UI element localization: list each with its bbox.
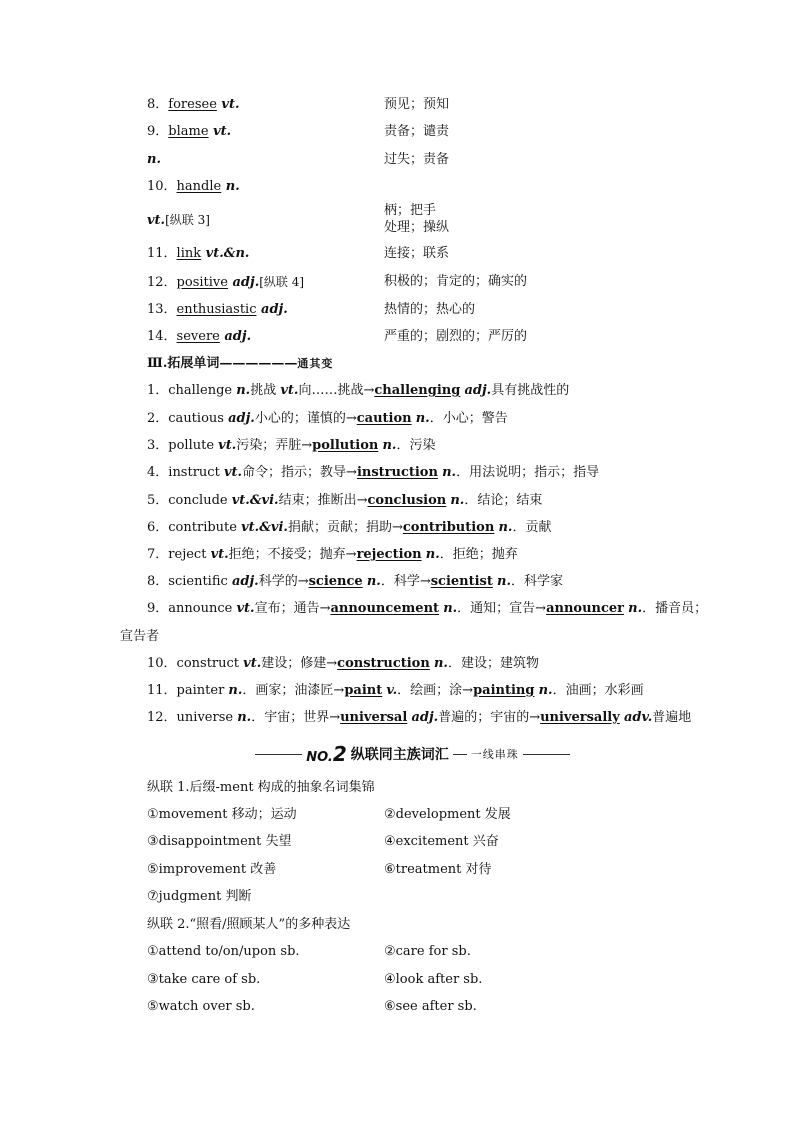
vocab-meaning: 严重的；剧烈的；严厉的 [384,329,528,344]
part-of-speech: vt. [208,124,232,139]
list-item: ⑥treatment 对待 [384,862,492,877]
text-fragment: cautious [168,411,229,426]
text-fragment: reject [168,547,211,562]
text-fragment: universe [176,710,238,725]
expand-row [147,383,569,399]
part-of-speech: n. [221,179,240,194]
banner-rule-mid [453,754,467,755]
part-of-speech: adj. [219,329,252,344]
item-number: 8． [147,97,169,112]
banner-number [306,742,347,766]
part-of-speech: v. [386,683,398,698]
vocab-row [147,152,161,168]
expand-row [147,656,539,672]
part-of-speech: vt. [147,213,166,228]
part-of-speech: n. [628,601,643,616]
vocab-word: handle [176,179,222,194]
text-fragment: ．通知；宣告→ [457,601,547,616]
text-fragment: ．用法说明；指示；指导 [456,465,600,480]
item-number: 13． [147,302,177,317]
text-fragment: ．污染 [396,438,436,453]
vocab-word: enthusiastic [176,302,257,317]
part-of-speech: n. [237,710,252,725]
answer-word: conclusion [367,493,447,508]
item-number: 12． [147,710,177,725]
cross-reference: [纵联 4] [259,275,305,289]
answer-word: construction [337,656,430,671]
item-number: 12． [147,275,177,290]
list-item: ②care for sb. [384,944,471,959]
part-of-speech: vt. [243,656,262,671]
text-fragment: ．结论；结束 [464,493,543,508]
item-number: 14． [147,329,177,344]
banner-rule-right [523,754,570,755]
part-of-speech: n. [450,493,465,508]
vocab-meaning: 积极的；肯定的；确实的 [384,274,528,289]
banner-no-digit: 2 [332,742,347,766]
expand-row [147,683,644,699]
text-fragment: ．播音员； [642,601,708,616]
vocab-row [147,124,231,140]
answer-word: scientist [430,574,493,589]
text-fragment: challenge [168,383,237,398]
text-fragment: 具有挑战性的 [491,383,570,398]
part-of-speech: n. [147,152,161,167]
item-number: 3． [147,438,169,453]
banner-rule-left [255,754,302,755]
answer-word: announcer [546,601,625,616]
section-dash: —————— [219,356,298,371]
part-of-speech: vt. [218,438,237,453]
part-of-speech: n. [382,438,397,453]
vocab-row [147,179,240,195]
answer-word: painting [473,683,535,698]
text-fragment: ．科学→ [380,574,431,589]
text-fragment: pollute [168,438,219,453]
expand-row [147,601,707,617]
text-fragment: 拒绝；不接受；抛弃→ [228,547,357,562]
part-of-speech: n. [497,574,512,589]
text-fragment: 挑战 [250,383,281,398]
text-fragment: 建设；修建→ [261,656,338,671]
list-item: ②development 发展 [384,807,511,822]
item-number: 7． [147,547,169,562]
text-fragment: 小心的；谨慎的→ [254,411,357,426]
text-fragment: ．建设；建筑物 [447,656,539,671]
expand-row [147,438,435,454]
text-fragment: 捐献；贡献；捐助→ [287,520,403,535]
list-item: ④look after sb. [384,972,483,987]
item-number: 5． [147,493,169,508]
expand-row [147,710,691,726]
answer-word: science [308,574,363,589]
vocab-word: severe [176,329,220,344]
text-fragment: instruct [168,465,224,480]
part-of-speech: vt. [223,465,243,480]
part-of-speech: n. [433,656,448,671]
list-item: ⑦judgment 判断 [147,889,252,904]
part-of-speech: vt. [216,97,240,112]
text-fragment: ．科学家 [511,574,564,589]
item-number: 9． [147,601,169,616]
text-fragment: ．绘画；涂→ [397,683,474,698]
part-of-speech: vt. [236,601,255,616]
text-fragment: 宣布；通告→ [254,601,331,616]
part-of-speech: adj. [227,275,260,290]
section-tag: 通其变 [297,357,334,370]
text-fragment: ．油画；水彩画 [552,683,644,698]
section-banner [255,743,570,765]
vocab-meaning: 热情的；热心的 [384,302,476,317]
banner-no-label: NO. [306,750,333,765]
vocab-word: foresee [168,97,217,112]
vocab-meaning: 过失；责备 [384,152,450,167]
vocab-row [147,97,240,113]
list-item: ③disappointment 失望 [147,834,292,849]
vocab-word: link [176,246,202,261]
part-of-speech: adv. [623,710,653,725]
item-number: 11． [147,683,177,698]
part-of-speech: n. [442,465,457,480]
part-of-speech: n. [443,601,458,616]
vocab-meaning: 连接；联系 [384,246,450,261]
expand-row [147,574,563,590]
section-title: Ⅲ.拓展单词 [147,356,220,371]
part-of-speech: n. [498,520,513,535]
part-of-speech: n. [366,574,381,589]
vocab-word: positive [176,275,228,290]
row-continuation: 宣告者 [120,629,160,644]
cross-reference: [纵联 3] [165,213,210,227]
text-fragment: 向……挑战→ [298,383,375,398]
text-fragment: conclude [168,493,232,508]
answer-word: contribution [402,520,495,535]
part-of-speech: adj. [228,411,255,426]
answer-word: pollution [312,438,379,453]
part-of-speech: adj. [256,302,288,317]
group-1-title: 纵联 1.后缀-ment 构成的抽象名词集锦 [147,780,375,795]
expand-row [147,493,542,509]
text-fragment: ．小心；警告 [429,411,508,426]
list-item: ⑤watch over sb. [147,999,255,1014]
part-of-speech: n. [425,547,440,562]
list-item: ④excitement 兴奋 [384,834,499,849]
text-fragment: scientific [168,574,232,589]
part-of-speech: adj. [464,383,492,398]
answer-word: challenging [374,383,461,398]
text-fragment: 命令；指示；教导→ [242,465,357,480]
vocab-meaning: 柄；把手 [384,203,437,218]
group-2-title: 纵联 2.“照看/照顾某人”的多种表达 [147,917,351,932]
banner-subtitle: 一线串珠 [470,748,519,761]
part-of-speech: adj. [411,710,439,725]
list-item: ⑥see after sb. [384,999,477,1014]
banner-title: 纵联同主族词汇 [350,747,449,763]
item-number: 8． [147,574,169,589]
vocab-row [147,329,251,345]
text-fragment: 普遍的；宇宙的→ [438,710,541,725]
text-fragment: ．拒绝；抛弃 [439,547,518,562]
text-fragment: ．宇宙；世界→ [251,710,341,725]
answer-word: universally [540,710,620,725]
vocab-row [147,302,288,318]
part-of-speech: vt. [280,383,299,398]
text-fragment: ．贡献 [512,520,552,535]
vocab-row [147,212,210,229]
text-fragment: 科学的→ [258,574,309,589]
vocab-meaning: 预见；预知 [384,97,450,112]
answer-word: announcement [330,601,440,616]
part-of-speech: n. [538,683,553,698]
part-of-speech: n. [228,683,243,698]
item-number: 6． [147,520,169,535]
answer-word: caution [356,411,412,426]
list-item: ①movement 移动；运动 [147,807,297,822]
answer-word: rejection [356,547,422,562]
text-fragment: 普遍地 [652,710,692,725]
text-fragment: ．画家；油漆匠→ [242,683,345,698]
part-of-speech: vt.&vi. [231,493,279,508]
part-of-speech: n. [236,383,251,398]
part-of-speech: vt.&vi. [241,520,288,535]
item-number: 2． [147,411,169,426]
item-number: 9． [147,124,169,139]
item-number: 1． [147,383,169,398]
part-of-speech: adj. [231,574,259,589]
answer-word: paint [344,683,383,698]
section-heading [147,356,333,372]
list-item: ⑤improvement 改善 [147,862,277,877]
text-fragment: painter [176,683,229,698]
item-number: 10． [147,179,177,194]
vocab-meaning: 责备；谴责 [384,124,450,139]
part-of-speech: vt.&n. [201,246,250,261]
vocab-row [147,246,249,262]
vocab-word: blame [168,124,209,139]
text-fragment: 结束；推断出→ [278,493,368,508]
answer-word: universal [340,710,408,725]
text-fragment: announce [168,601,237,616]
expand-row [147,547,518,563]
vocab-meaning: 处理；操纵 [384,220,450,235]
item-number: 4． [147,465,169,480]
text-fragment: 污染；弄脏→ [236,438,313,453]
expand-row [147,520,551,536]
answer-word: instruction [356,465,438,480]
list-item: ③take care of sb. [147,972,261,987]
item-number: 11． [147,246,177,261]
text-fragment: contribute [168,520,242,535]
item-number: 10． [147,656,177,671]
expand-row [147,465,599,481]
part-of-speech: n. [415,411,430,426]
part-of-speech: vt. [210,547,229,562]
vocab-row [147,274,304,291]
expand-row [147,411,508,427]
text-fragment: construct [176,656,244,671]
list-item: ①attend to/on/upon sb. [147,944,300,959]
